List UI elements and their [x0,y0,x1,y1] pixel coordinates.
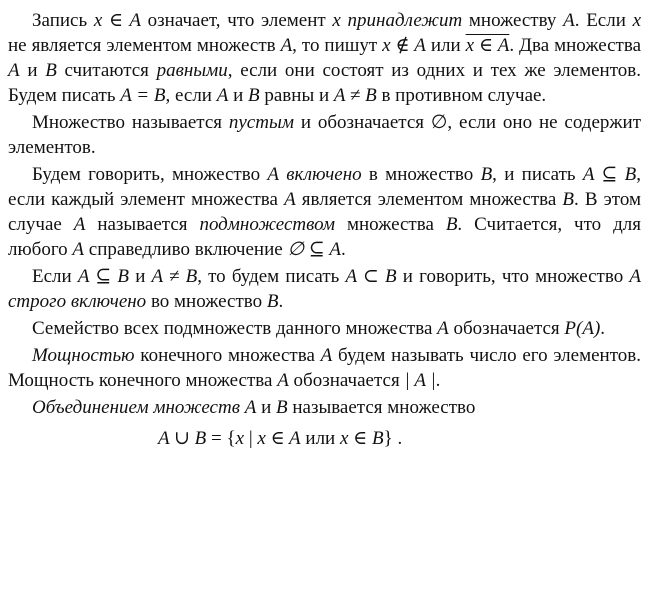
math-expression: B [445,214,458,235]
math-expression: B [248,85,260,106]
math-expression: A ≠ B [333,85,377,106]
term-italic: Мощностью [32,345,135,366]
paragraph-strict-inclusion [8,264,641,314]
text-run: Семейство всех подмножеств данного множества [32,318,438,339]
text-run: . [435,370,441,391]
union-formula [8,426,641,451]
text-run: справедливо включение [84,239,288,260]
text-run: и [228,85,249,106]
negated-membership: x ∈ A [465,35,510,56]
text-run: = { [206,428,236,449]
term-italic: включено [286,164,362,185]
text-run: в множество [361,164,481,185]
text-run: будем называть число его элементов. Мощность конечного множества [8,345,641,391]
math-expression: B [266,291,279,312]
text-run: считаются [56,60,157,81]
math-expression: x ∈ A [257,428,301,449]
math-expression: A [244,397,257,418]
math-expression: x ∉ A [382,35,426,56]
math-expression: | A | [404,370,436,391]
term-italic: принадлежит [347,10,463,31]
math-expression: x [235,428,245,449]
text-run: и [256,397,276,418]
text-run: Будем говорить, множество [32,164,268,185]
text-run: Множество называется [32,112,229,133]
math-expression: A [73,214,86,235]
text-run: означает, что элемент [140,10,333,31]
text-run: Запись [32,10,94,31]
math-expression: A ∪ B [158,428,207,449]
text-run: Если [32,266,78,287]
text-run: обозначается [448,318,565,339]
text-run: . [600,318,606,339]
math-expression: A [216,85,229,106]
math-expression: A ⊆ B [582,164,637,185]
math-expression: x [332,10,341,31]
math-expression: x ∈ A [93,10,141,31]
text-run: равны и [259,85,334,106]
text-run: обозначается [288,370,405,391]
text-run: является элементом множества [295,189,563,210]
term-italic: равными [156,60,228,81]
text-run: называется [85,214,200,235]
text-run: , то пишут [292,35,383,56]
math-expression: A [8,60,20,81]
paragraph-union [8,395,641,420]
math-expression: A [437,318,449,339]
text-run: , и писать [492,164,583,185]
math-expression: A [72,239,85,260]
text-run: . Если [574,10,633,31]
math-expression: B [45,60,57,81]
text-run: не является элементом множеств [8,35,281,56]
term-italic: Объединением множеств [32,397,240,418]
math-expression: B [480,164,493,185]
text-run: . В этом случае [8,189,642,235]
text-run: называется множество [287,397,476,418]
math-expression: A [267,164,279,185]
paragraph-membership [8,8,641,108]
text-run: . Два множества [509,35,641,56]
paragraph-cardinality [8,343,641,393]
math-expression: A [563,10,575,31]
text-run: , если [165,85,217,106]
text-run: в противном случае. [376,85,547,106]
text-run: , то будем писать [197,266,346,287]
math-expression: A [320,345,333,366]
text-run: конечного множества [134,345,321,366]
text-run: и обозначается ∅, если оно не содержит элементов. [8,112,641,158]
math-expression: A = B [120,85,166,106]
math-expression: A [280,35,293,56]
term-italic: пустым [228,112,294,133]
text-run: множества [335,214,446,235]
text-run: } . [383,428,403,449]
text-run: , если каждый элемент множества [8,164,641,210]
math-expression: A ≠ B [151,266,198,287]
math-expression: A ⊂ B [345,266,397,287]
text-run: множеству [462,10,564,31]
math-expression: x [632,10,642,31]
text-run: и [129,266,152,287]
math-expression: ∅ ⊆ A [287,239,342,260]
paragraph-inclusion [8,162,641,262]
text-run: | [244,428,258,449]
paragraph-empty-set [8,110,641,160]
paragraph-power-set [8,316,641,341]
math-expression: A [284,189,296,210]
math-expression: x ∈ B [339,428,384,449]
math-expression: A [629,266,641,287]
text-run: во множество [146,291,267,312]
term-italic: подмножеством [199,214,336,235]
text-run: . [278,291,284,312]
math-expression: B [275,397,288,418]
math-expression: P(A) [564,318,601,339]
text-run: или [300,428,340,449]
term-italic: строго включено [8,291,147,312]
math-expression: A ⊆ B [77,266,130,287]
text-run: , если они состоят из одних и тех же элементов. Будем писать [8,60,641,106]
text-run: . Считается, что для любого [8,214,641,260]
math-expression: A [277,370,289,391]
text-run: или [425,35,466,56]
math-expression: B [562,189,574,210]
text-run: . [341,239,346,260]
text-run: и говорить, что множество [396,266,630,287]
paragraphs [8,8,641,420]
text-run: и [19,60,46,81]
text-run [341,10,348,31]
